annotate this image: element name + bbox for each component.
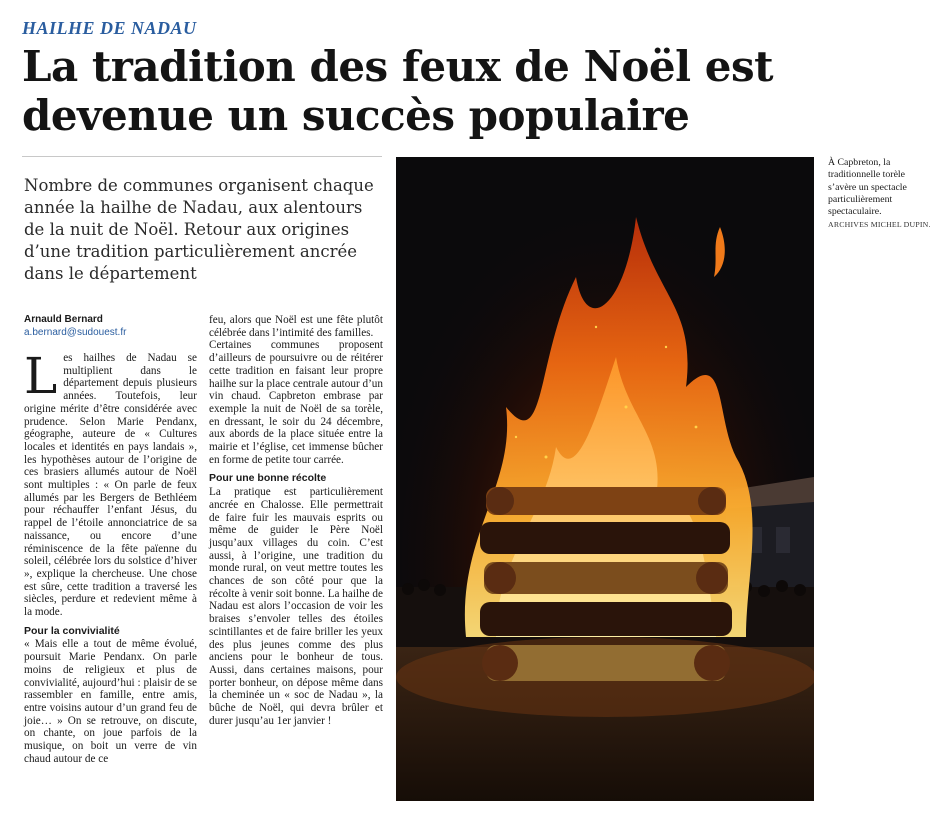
dropcap: L (24, 347, 58, 405)
body-column-1 (24, 347, 197, 766)
headline-rule (22, 156, 382, 157)
bonfire-photo (396, 157, 814, 801)
kicker: HAILHE DE NADAU (22, 18, 197, 38)
subhead-recolte: Pour une bonne récolte (209, 472, 327, 485)
bonfire-illustration (396, 157, 814, 801)
byline (24, 314, 199, 338)
intro-text: es hailhes de Nadau se multiplient dans le département depuis plusieurs années. Toutefois, leur origine mérite d’être considérée avec prudence. Selon Marie Pendanx, géographe, auteure de « Cultures locales et identités en pays landais », les hypothèses autour de l’origine de ces brasiers allumés autour de Noël sont multiples : « On parle de feux allumés par les Bergers de Bethléem pour réchauffer l’enfant Jésus, du rappel de l’étoile annonciatrice de sa naissance, ou encore d’une réminiscence de la fête païenne du soleil, célébrée lors du solstice d’hiver », explique la chercheuse. Une chose est sûre, cette tradition a traversé les siècles, perdure et redevient même à la mode. (24, 352, 197, 619)
headline: La tradition des feux de Noël est devenue un succès populaire (22, 42, 773, 140)
body-paragraph: La pratique est particulièrement ancrée en Chalosse. Elle permettrait de faire fuir les mauvais esprits ou même de guider le Père Noël jusqu’aux villages du coin. C’est aussi, à l’origine, une tradition du monde rural, on veut mettre toutes les chances de son côté pour que la récolte à venir soit bonne. La hailhe de Nadau est alors l’occasion de voir les braises s’envoler telles des étoiles scintillantes et de faire briller les yeux des plus jeunes comme des plus anciens pour le bonheur de tous. Aussi, dans certaines maisons, pour porter bonheur, on dépose même dans la cheminée un « soc de Nadau », la bûche de Noël, qui devra brûler et durer jusqu’au 1er janvier ! (209, 486, 383, 727)
body-paragraph: feu, alors que Noël est une fête plutôt célébrée dans l’intimité des familles. (209, 314, 383, 339)
intro-paragraph (24, 347, 197, 619)
subhead-convivialite: Pour la convivialité (24, 624, 120, 637)
photo-caption (828, 157, 932, 232)
caption-text: À Capbreton, la traditionnelle torèle s’avère un spectacle particulièrement spectaculaire. (828, 157, 907, 218)
photo-credit: ARCHIVES MICHEL DUPIN. (828, 220, 931, 230)
body-column-2 (209, 314, 383, 728)
body-paragraph: Certaines communes proposent d’ailleurs de poursuivre ou de réitérer cette tradition en faisant leur propre hailhe sur la place centrale autour d’un vin chaud. Capbreton embrase par exemple la nuit de Noël de sa torèle, en dressant, le soir du 24 décembre, aux abords de la place située entre la mairie et l’église, cet immense bûcher en forme de petite tour carrée. (209, 339, 383, 466)
body-paragraph: « Mais elle a tout de même évolué, poursuit Marie Pendanx. On parle moins de religieux et plus de convivialité, aujourd’hui : plaisir de se rassembler en famille, entre amis, entre voisins autour d’un grand feu de joie… » On se retrouve, on discute, on chante, on joue parfois de la musique, on boit un verre de vin chaud autour de ce (24, 638, 197, 765)
author-name: Arnauld Bernard (24, 314, 103, 325)
author-email-link[interactable]: a.bernard@sudouest.fr (24, 327, 127, 338)
standfirst: Nombre de communes organisent chaque année la hailhe de Nadau, aux alentours de la nuit de Noël. Retour aux origines d’une tradition particulièrement ancrée dans le département (24, 176, 374, 283)
